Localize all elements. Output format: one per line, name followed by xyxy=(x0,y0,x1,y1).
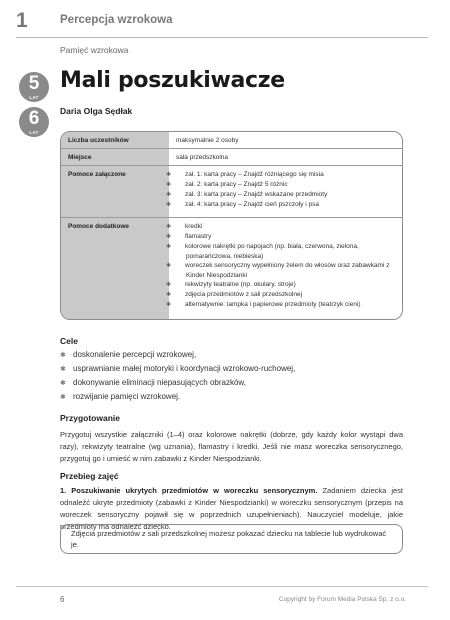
bullet-star-icon: ✱ xyxy=(166,192,172,198)
goal-item: ✱ dokonywanie eliminacji niepasujących obrazków, xyxy=(60,378,246,387)
list-item: ✱ flamastry xyxy=(166,233,212,240)
info-table xyxy=(60,131,403,320)
bullet-star-icon: ✱ xyxy=(166,182,172,188)
chapter-title: Percepcja wzrokowa xyxy=(60,14,173,26)
bullet-star-icon: ✱ xyxy=(166,234,172,240)
list-item: ✱ alternatywnie: lampka i papierowe przedmioty (teatrzyk cieni) xyxy=(166,301,361,308)
bullet-star-icon: ✱ xyxy=(166,244,172,250)
age-badge-number: 5 xyxy=(28,73,40,94)
step-title: 1. Poszukiwanie ukrytych przedmiotów w woreczku sensorycznym. xyxy=(60,486,318,495)
bullet-star-icon: ✱ xyxy=(60,366,66,373)
goals-heading: Cele xyxy=(60,336,78,346)
bullet-star-icon: ✱ xyxy=(60,394,66,401)
extras-list xyxy=(166,218,402,319)
goal-item: ✱ doskonalenie percepcji wzrokowej, xyxy=(60,350,197,359)
age-badge-unit: LAT xyxy=(29,95,39,100)
list-item: ✱ zał. 4: karta pracy – Znajdź cień pszczoły i psa xyxy=(166,201,320,208)
info-table-labels xyxy=(61,132,169,319)
page-title: Mali poszukiwacze xyxy=(60,68,285,93)
bullet-star-icon: ✱ xyxy=(166,302,172,308)
list-item: ✱ rekwizyty teatralne (np. okulary, stroje) xyxy=(166,281,296,288)
header-divider xyxy=(16,37,428,38)
goal-item: ✱ usprawnianie małej motoryki i koordynacji wzrokowo-ruchowej, xyxy=(60,364,296,373)
bullet-star-icon: ✱ xyxy=(60,352,66,359)
bullet-star-icon: ✱ xyxy=(166,202,172,208)
chapter-number: 1 xyxy=(16,9,28,32)
place-label: Miejsce xyxy=(61,149,169,166)
age-badge-5 xyxy=(19,72,49,102)
step-text: Zadaniem dziecka jest odnaleźć ukryte przedmioty (zabawki z Kinder Niespodzianki) w woreczku sensorycznym (przepis na woreczek sensoryczny pojawił się w poprzednich uzupełnieniach). Nauczyciel modeluje, jakie przedmioty ma odnaleźć dziecko. xyxy=(60,486,404,531)
attachments-list xyxy=(166,166,402,218)
age-badge-6 xyxy=(19,107,49,137)
section-label: Pamięć wzrokowa xyxy=(60,45,129,55)
note-box: Zdjęcia przedmiotów z sali przedszkolnej możesz pokazać dziecku na tablecie lub wydrukować je. xyxy=(60,524,403,554)
author-name: Daria Olga Sędłak xyxy=(60,106,133,116)
attachments-label: Pomoce załączone xyxy=(61,166,169,218)
footer-divider xyxy=(16,586,428,587)
place-value: sala przedszkolna xyxy=(169,149,402,166)
info-table-values xyxy=(166,132,402,319)
bullet-star-icon: ✱ xyxy=(166,224,172,230)
participants-value: maksymalnie 2 osoby xyxy=(169,132,402,149)
list-item: ✱ kredki xyxy=(166,223,203,230)
bullet-star-icon: ✱ xyxy=(166,172,172,178)
goal-item: ✱ rozwijanie pamięci wzrokowej. xyxy=(60,392,181,401)
extras-label: Pomoce dodatkowe xyxy=(68,223,130,230)
participants-label: Liczba uczestników xyxy=(61,132,169,149)
list-item: ✱ zdjęcia przedmiotów z sali przedszkolnej xyxy=(166,291,303,298)
age-badge-number: 6 xyxy=(28,108,40,129)
bullet-star-icon: ✱ xyxy=(166,263,172,269)
preparation-heading: Przygotowanie xyxy=(60,413,120,423)
procedure-heading: Przebieg zajęć xyxy=(60,471,119,481)
list-item: ✱ zał. 3: karta pracy – Znajdź wskazane przedmioty xyxy=(166,191,328,198)
age-badge-unit: LAT xyxy=(29,130,39,135)
page-number: 6 xyxy=(60,595,65,604)
bullet-star-icon: ✱ xyxy=(60,380,66,387)
list-item: ✱ kolorowe nakrętki po napojach (np. biała, czerwona, zielona, pomarańczowa, niebieska) xyxy=(166,243,359,260)
bullet-star-icon: ✱ xyxy=(166,282,172,288)
preparation-text: Przygotuj wszystkie załączniki (1–4) oraz kolorowe nakrętki (dobrze, gdy każdy kolor wystąpi dwa razy), rekwizyty teatralne (wg uznania), flamastry i kredki. Jeśli nie masz woreczka sensorycznego, przygotuj go i umieść w nim zabawki z Kinder Niespodzianki. xyxy=(60,430,403,463)
list-item: ✱ woreczek sensoryczny wypełniony żelem do włosów oraz zabawkami z Kinder Niespodzianki xyxy=(166,262,390,279)
list-item: ✱ zał. 2: karta pracy – Znajdź 5 różnic xyxy=(166,181,288,188)
list-item: ✱ zał. 1: karta pracy – Znajdź różniącego się misia xyxy=(166,171,324,178)
copyright: Copyright by Forum Media Polska Sp. z o.o. xyxy=(278,596,406,603)
bullet-star-icon: ✱ xyxy=(166,292,172,298)
